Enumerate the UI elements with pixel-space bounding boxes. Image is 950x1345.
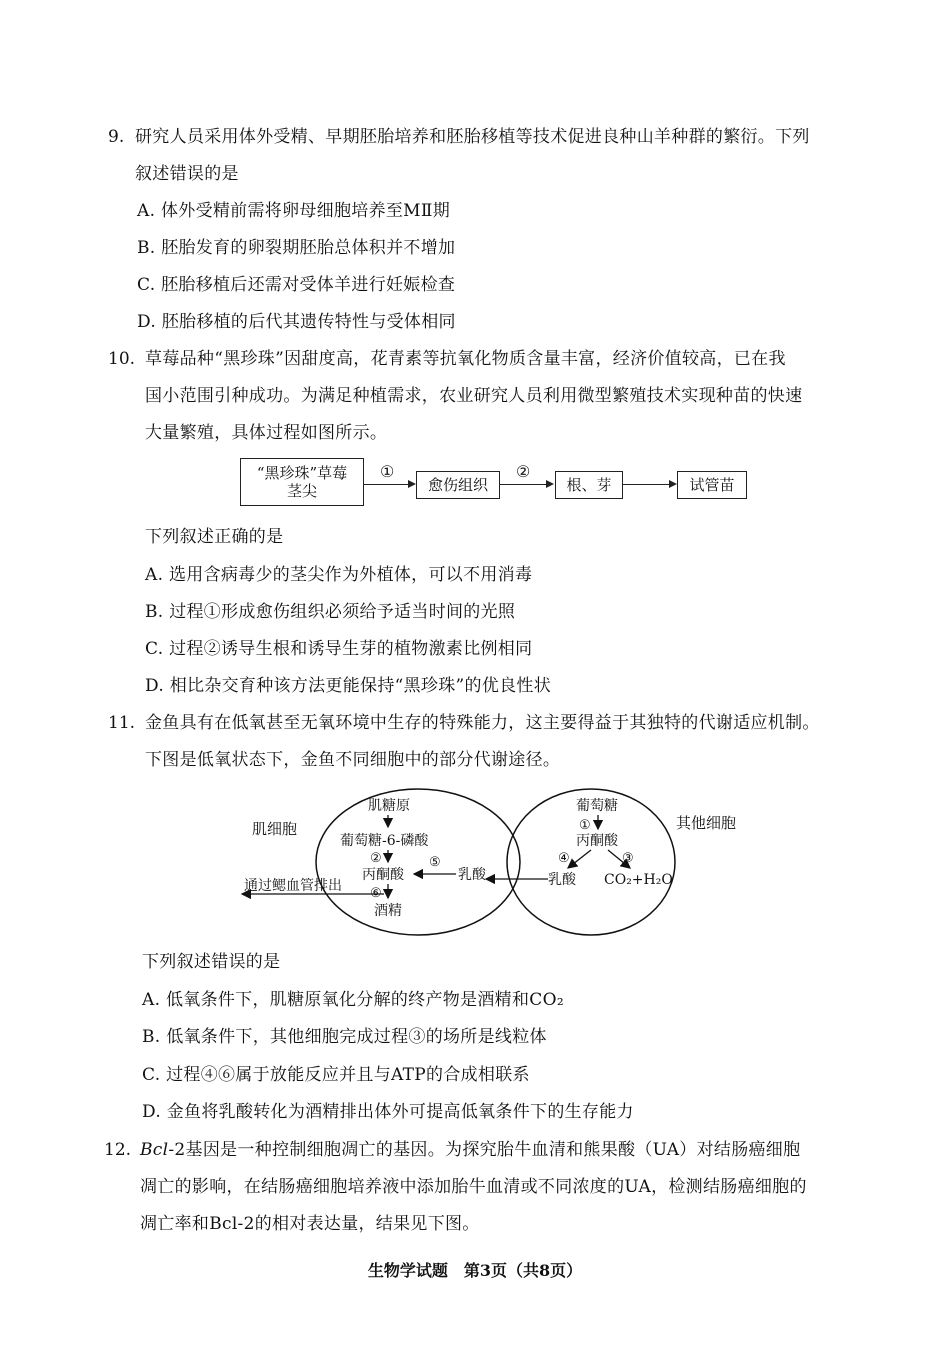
step2-label: ② <box>370 851 382 866</box>
flow-box-callus: 愈伤组织 <box>416 471 500 499</box>
q9-stem-line1: 研究人员采用体外受精、早期胚胎培养和胚胎移植等技术促进良种山羊种群的繁衍。下列 <box>135 127 810 147</box>
q9-option-a: A. 体外受精前需将卵母细胞培养至MⅡ期 <box>137 201 451 221</box>
flow-arrow-1 <box>364 484 414 485</box>
co2-h2o-text: CO₂+H₂O <box>604 872 673 888</box>
step3-label: ③ <box>622 851 634 866</box>
q11-option-b: B. 低氧条件下，其他细胞完成过程③的场所是线粒体 <box>142 1027 547 1047</box>
q10-option-a: A. 选用含病毒少的茎尖作为外植体，可以不用消毒 <box>145 565 533 585</box>
muscle-cell-ellipse <box>316 789 520 935</box>
q9-stem-line2: 叙述错误的是 <box>135 164 239 184</box>
step1-label: ① <box>579 818 591 833</box>
glycogen-text: 肌糖原 <box>368 798 410 814</box>
flow-box1-line2: 茎尖 <box>286 482 317 500</box>
g6p-text: 葡萄糖-6-磷酸 <box>340 833 429 849</box>
pyruvate-right-text: 丙酮酸 <box>576 833 618 849</box>
flow-step-2: ② <box>516 462 531 481</box>
pyruvate-left-text: 丙酮酸 <box>362 867 404 883</box>
metabolism-diagram <box>236 784 756 944</box>
page-footer: 生物学试题 第3页（共8页） <box>367 1261 583 1280</box>
alcohol-text: 酒精 <box>374 903 402 919</box>
flow-box1-line1: “黑珍珠”草莓 <box>256 464 348 482</box>
flow-box-root-bud: 根、芽 <box>555 471 623 499</box>
q11-prompt: 下列叙述错误的是 <box>142 952 281 972</box>
q11-option-c: C. 过程④⑥属于放能反应并且与ATP的合成相联系 <box>142 1065 530 1085</box>
q11-stem-line1: 金鱼具有在低氧甚至无氧环境中生存的特殊能力，这主要得益于其独特的代谢适应机制。 <box>145 713 820 733</box>
step4-label: ④ <box>558 851 570 866</box>
other-cell-label: 其他细胞 <box>676 814 737 832</box>
q12-gene-name: Bcl <box>140 1140 169 1160</box>
q10-option-d: D. 相比杂交育种该方法更能保持“黑珍珠”的优良性状 <box>145 676 552 696</box>
flow-box-plantlet: 试管苗 <box>677 471 747 499</box>
flow-box-strawberry-stem-tip <box>240 458 364 506</box>
step6-label: ⑥ <box>370 886 382 901</box>
q12-stem-line1-rest: -2基因是一种控制细胞凋亡的基因。为探究胎牛血清和熊果酸（UA）对结肠癌细胞 <box>168 1140 801 1160</box>
q10-stem-line2: 国小范围引种成功。为满足种植需求，农业研究人员利用微型繁殖技术实现种苗的快速 <box>145 386 803 406</box>
q10-option-b: B. 过程①形成愈伤组织必须给予适当时间的光照 <box>145 602 516 622</box>
q10-prompt: 下列叙述正确的是 <box>145 527 284 547</box>
q11-stem-line2: 下图是低氧状态下，金鱼不同细胞中的部分代谢途径。 <box>145 750 561 770</box>
flow-step-1: ① <box>380 462 395 481</box>
q11-option-a: A. 低氧条件下，肌糖原氧化分解的终产物是酒精和CO₂ <box>142 990 564 1010</box>
q10-stem-line1: 草莓品种“黑珍珠”因甜度高，花青素等抗氧化物质含量丰富，经济价值较高，已在我 <box>145 349 786 369</box>
q12-stem-line3: 凋亡率和Bcl-2的相对表达量，结果见下图。 <box>140 1214 480 1234</box>
step5-label: ⑤ <box>429 855 441 870</box>
lactate-left-text: 乳酸 <box>458 867 486 883</box>
muscle-cell-label: 肌细胞 <box>252 820 298 838</box>
flow-arrow-2 <box>500 484 552 485</box>
q12-number: 12. <box>104 1140 132 1160</box>
q11-number: 11. <box>108 713 136 733</box>
q10-number: 10. <box>108 349 136 369</box>
glucose-text: 葡萄糖 <box>576 798 618 814</box>
q10-option-c: C. 过程②诱导生根和诱导生芽的植物激素比例相同 <box>145 639 533 659</box>
q11-option-d: D. 金鱼将乳酸转化为酒精排出体外可提高低氧条件下的生存能力 <box>142 1102 634 1122</box>
flow-arrow-3 <box>623 484 675 485</box>
q10-stem-line3: 大量繁殖，具体过程如图所示。 <box>145 423 388 443</box>
arrow-pyruvate-lactate <box>568 850 591 868</box>
q12-stem-line1 <box>140 1139 800 1161</box>
q12-stem-line2: 凋亡的影响，在结肠癌细胞培养液中添加胎牛血清或不同浓度的UA，检测结肠癌细胞的 <box>140 1177 807 1197</box>
q9-option-b: B. 胚胎发育的卵裂期胚胎总体积并不增加 <box>137 238 456 258</box>
q9-number: 9. <box>108 127 125 147</box>
q9-option-d: D. 胚胎移植的后代其遗传特性与受体相同 <box>137 312 456 332</box>
lactate-right-text: 乳酸 <box>548 872 576 888</box>
excrete-text: 通过鳃血管排出 <box>244 878 342 894</box>
q9-option-c: C. 胚胎移植后还需对受体羊进行妊娠检查 <box>137 275 456 295</box>
